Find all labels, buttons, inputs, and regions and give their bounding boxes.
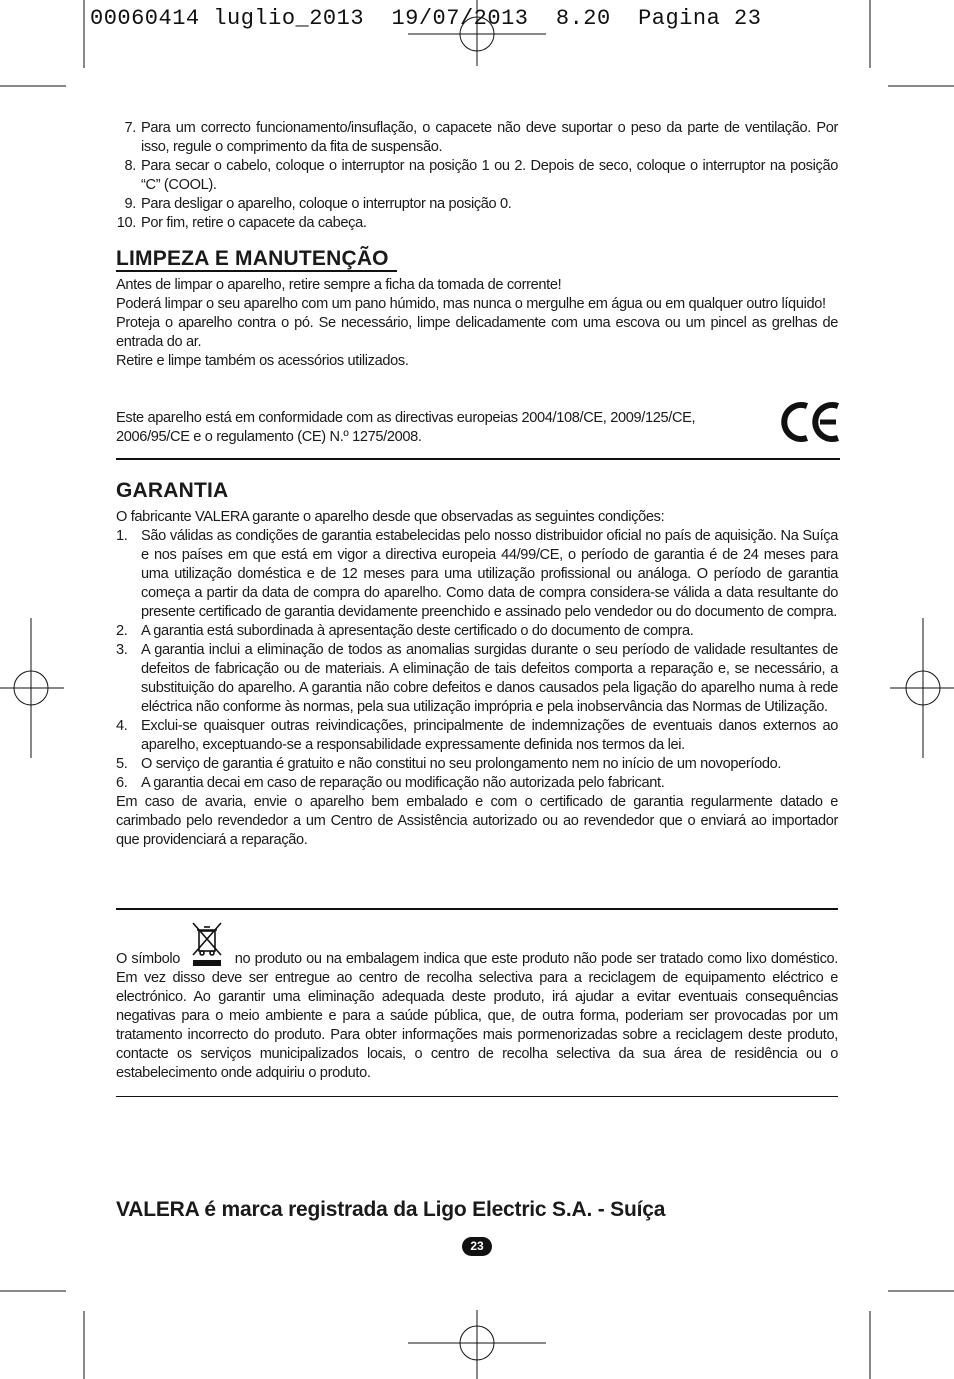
step-item: 8. Para secar o cabelo, coloque o interruptor na posição 1 ou 2. Depois de seco, coloque o interruptor na posição “C” (COOL). xyxy=(124,158,838,193)
step-item: 9. Para desligar o aparelho, coloque o interruptor na posição 0. xyxy=(124,196,512,212)
brand-line: VALERA é marca registrada da Ligo Electric S.A. - Suíça xyxy=(116,1198,666,1221)
cleaning-paragraph: Antes de limpar o aparelho, retire sempre a ficha da tomada de corrente! xyxy=(116,277,562,293)
cleaning-section xyxy=(116,246,838,272)
step-item: 7. Para um correcto funcionamento/insuflação, o capacete não deve suportar o peso da parte de ventilação. Por isso, regule o comprimento da fita de suspensão. xyxy=(124,120,838,155)
cleaning-paragraph: Poderá limpar o seu aparelho com um pano húmido, mas nunca o mergulhe em água ou em qualquer outro líquido! xyxy=(116,296,826,312)
warranty-item: 6. A garantia decai em caso de reparação ou modificação não autorizada pelo fabricant. xyxy=(116,775,665,791)
warranty-body xyxy=(116,508,838,850)
instruction-steps xyxy=(116,119,838,233)
section-divider xyxy=(116,1096,838,1097)
ce-mark-icon xyxy=(780,400,842,444)
weee-notice xyxy=(116,950,838,1083)
cleaning-title: LIMPEZA E MANUTENÇÃO xyxy=(116,246,838,272)
warranty-item: 1. São válidas as condições de garantia estabelecidas pelo nosso distribuidor oficial no país de aquisição. Na Suíça e nos países em que está em vigor a directiva europeia 44/99/CE, o período de garantia é de 24 meses para uma utilização doméstica e de 12 meses para uma utilização profissional ou análoga. O período de garantia começa a partir da data de compra do aparelho. Como data de compra considera-se válida a data resultante do presente certificado de garantia devidamente preenchido e assinado pelo vendedor ou do documento de compra. xyxy=(116,528,838,620)
conformity-statement: Este aparelho está em conformidade com as directivas europeias 2004/108/CE, 2009/125/CE, 2006/95/CE e o regulamento (CE) N.º 1275/2008. xyxy=(116,410,696,445)
warranty-section xyxy=(116,478,838,504)
page-number: 23 xyxy=(462,1237,492,1256)
weee-text: no produto ou na embalagem indica que este produto não pode ser tratado como lixo doméstico. Em vez disso deve ser entregue ao centro de recolha selectiva para a reciclagem de equipamento eléctrico e electrónico. Ao garantir uma eliminação adequada deste produto, irá ajudar a evitar eventuais consequências negativas para o meio ambiente e para a saúde pública, que, de outra forma, poderiam ser provocadas por um tratamento incorrecto do produto. Para obter informações mais pormenorizadas sobre a reciclagem deste produto, contacte os serviços municipalizados locais, o centro de recolha selectiva da sua área de residência ou o estabelecimento onde adquiriu o produto. xyxy=(116,951,838,1081)
weee-lead: O símbolo xyxy=(116,951,181,967)
section-divider xyxy=(116,908,838,910)
step-item: 10. Por fim, retire o capacete da cabeça. xyxy=(116,215,367,231)
warranty-item: 2. A garantia está subordinada à apresentação deste certificado o do documento de compra. xyxy=(116,623,694,639)
cleaning-body xyxy=(116,276,838,371)
warranty-closing: Em caso de avaria, envie o aparelho bem embalado e com o certificado de garantia regularmente datado e carimbado pelo revendedor a um Centro de Assistência autorizado ou ao revendedor que o enviará ao importador que providenciará a reparação. xyxy=(116,794,838,848)
warranty-title: GARANTIA xyxy=(116,479,229,502)
cleaning-paragraph: Proteja o aparelho contra o pó. Se necessário, limpe delicadamente com uma escova ou um pincel as grelhas de entrada do ar. xyxy=(116,315,838,350)
warranty-item: 3. A garantia inclui a eliminação de todos as anomalias surgidas durante o seu período de validade resultantes de defeitos de fabricação ou de materiais. A eliminação de tais defeitos comporta a reparação e, se necessário, a substituição do aparelho. A garantia não cobre defeitos e danos causados pela ligação do aparelho numa à rede eléctrica não conforme às normas, pela sua utilização imprópria e pela inobservância das Normas de Utilização. xyxy=(116,642,838,715)
cleaning-paragraph: Retire e limpe também os acessórios utilizados. xyxy=(116,353,409,369)
section-divider xyxy=(116,458,840,460)
warranty-item: 4. Exclui-se quaisquer outras reivindicações, principalmente de indemnizações de eventuais danos externos ao aparelho, exceptuando-se a responsabilidade expressamente definida nos termos da lei. xyxy=(116,718,838,753)
warranty-item: 5. O serviço de garantia é gratuito e não constitui no seu prolongamento nem no início de um novoperíodo. xyxy=(116,756,782,772)
print-header: 00060414 luglio_2013 19/07/2013 8.20 Pagina 23 xyxy=(90,6,762,31)
warranty-intro: O fabricante VALERA garante o aparelho desde que observadas as seguintes condições: xyxy=(116,509,665,525)
crossed-bin-icon xyxy=(190,921,224,967)
